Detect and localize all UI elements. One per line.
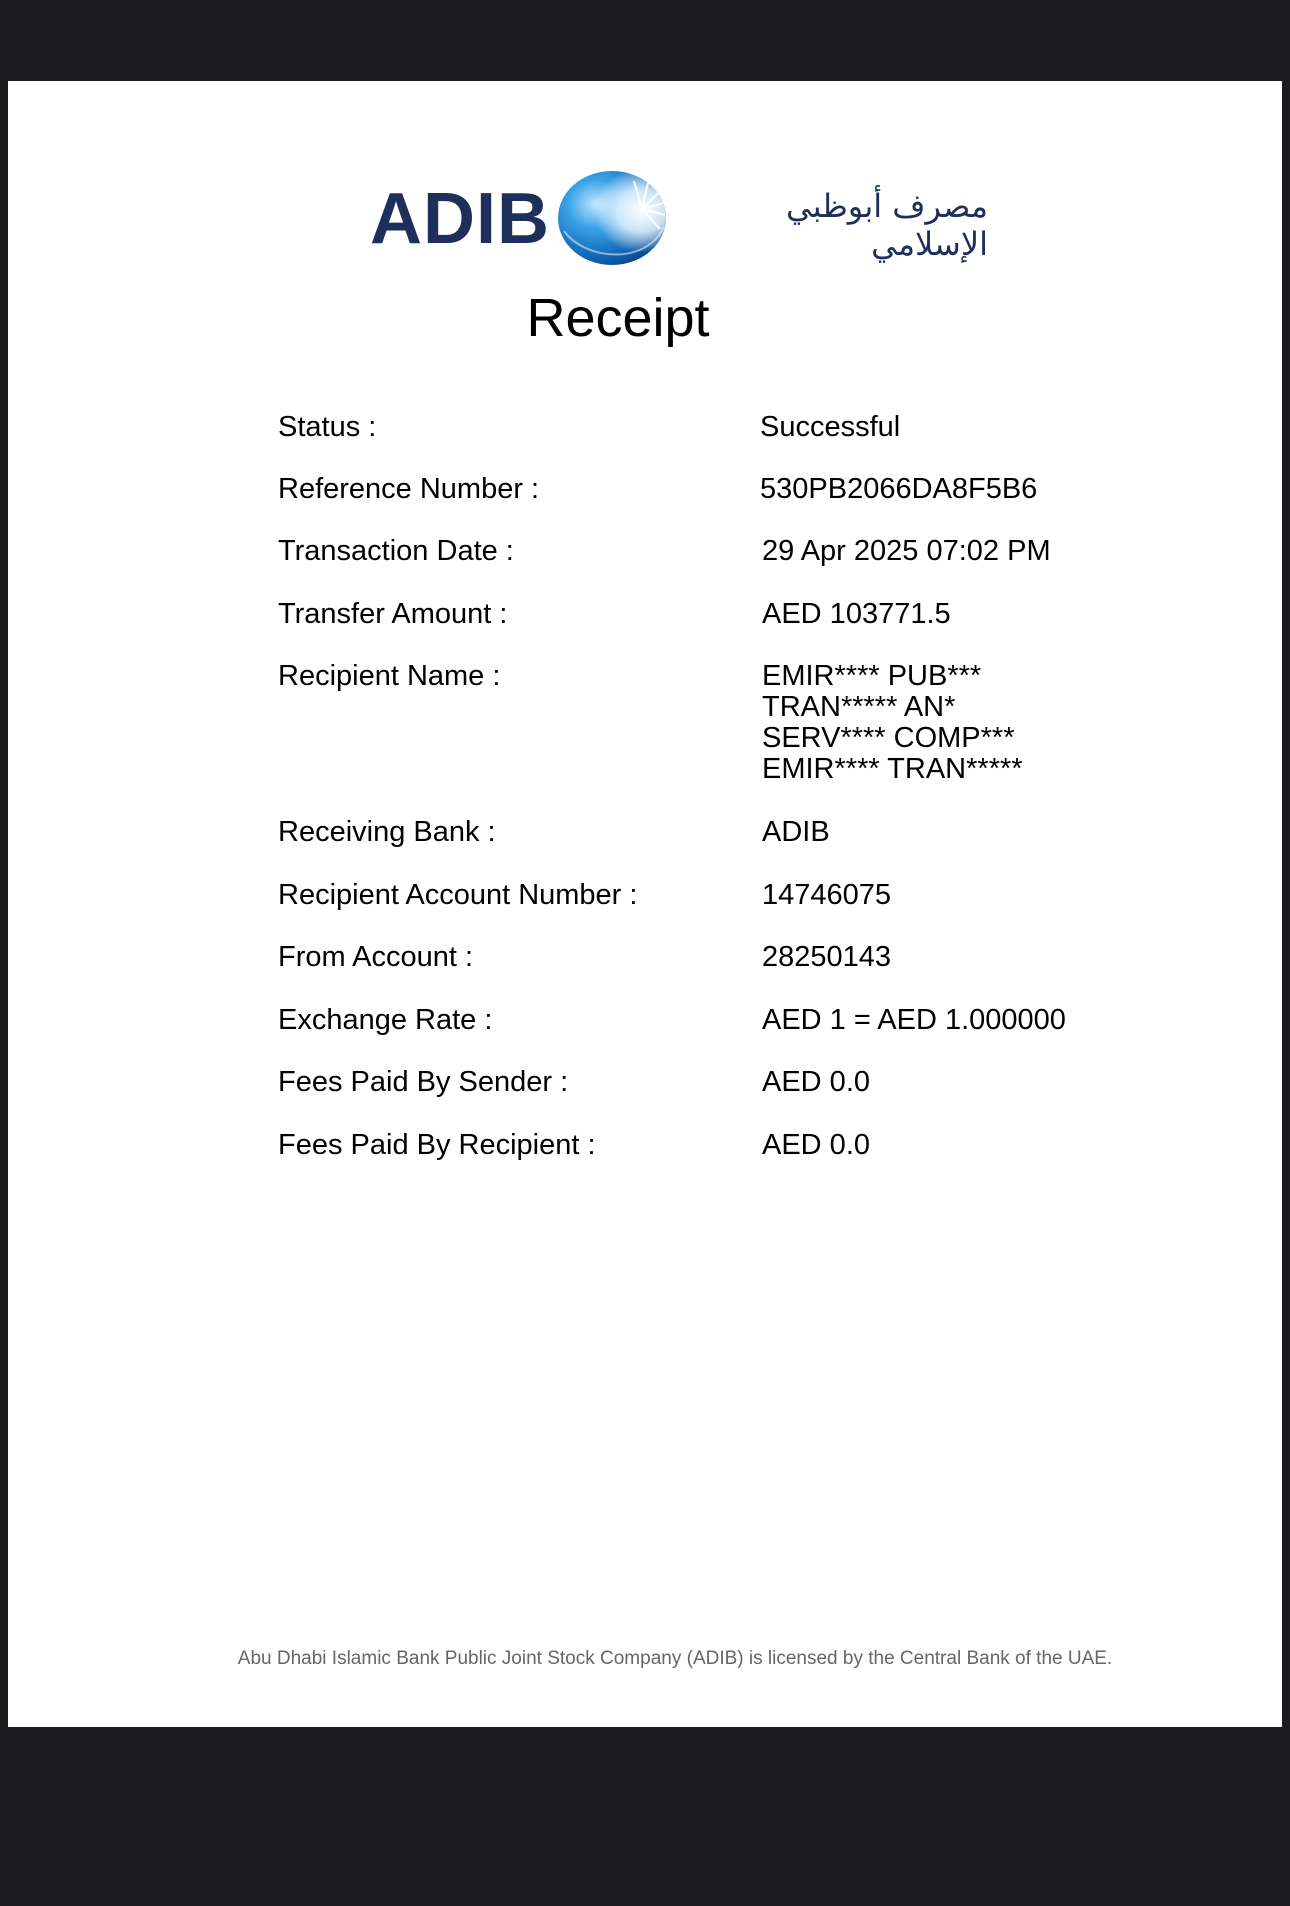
receiving-bank-label: Receiving Bank : [278,816,496,848]
arabic-wordmark [690,183,990,263]
receiving-bank-value: ADIB [762,816,830,848]
legal-footer: Abu Dhabi Islamic Bank Public Joint Stock Company (ADIB) is licensed by the Central Bank of the UAE. [237,1648,1113,1669]
transaction-date-value: 29 Apr 2025 07:02 PM [762,535,1051,567]
recipient-name-line: SERV**** COMP*** [762,722,1015,754]
from-account-label: From Account : [278,941,474,973]
recipient-name-label: Recipient Name : [278,660,501,692]
exchange-rate-label: Exchange Rate : [278,1004,493,1036]
recipient-account-number-value: 14746075 [762,879,892,911]
receipt-page [8,81,1282,1727]
globe-icon [556,169,668,269]
adib-logo [360,169,1000,279]
recipient-name-line: TRAN***** AN* [762,691,956,723]
exchange-rate-value: AED 1 = AED 1.000000 [762,1004,1066,1036]
recipient-account-number-label: Recipient Account Number : [278,879,638,911]
from-account-value: 28250143 [762,941,892,973]
recipient-name-line: EMIR**** TRAN***** [762,753,1023,785]
fees-paid-by-recipient-value: AED 0.0 [762,1129,870,1161]
svg-text:مصرف أبوظبي: مصرف أبوظبي [785,187,988,225]
recipient-name-line: EMIR**** PUB*** [762,660,982,692]
fees-paid-by-recipient-label: Fees Paid By Recipient : [278,1129,596,1161]
transfer-amount-value: AED 103771.5 [762,598,951,630]
receipt-title: Receipt [526,288,710,348]
transaction-date-label: Transaction Date : [278,535,514,567]
status-label: Status : [278,411,377,443]
logo-wordmark: ADIB [370,179,550,259]
status-value: Successful [760,411,901,443]
fees-paid-by-sender-value: AED 0.0 [762,1066,870,1098]
reference-number-label: Reference Number : [278,473,540,505]
reference-number-value: 530PB2066DA8F5B6 [760,473,1038,505]
recipient-name-value [762,661,1023,785]
fees-paid-by-sender-label: Fees Paid By Sender : [278,1066,569,1098]
svg-text:الإسلامي: الإسلامي [871,225,988,263]
transfer-amount-label: Transfer Amount : [278,598,508,630]
